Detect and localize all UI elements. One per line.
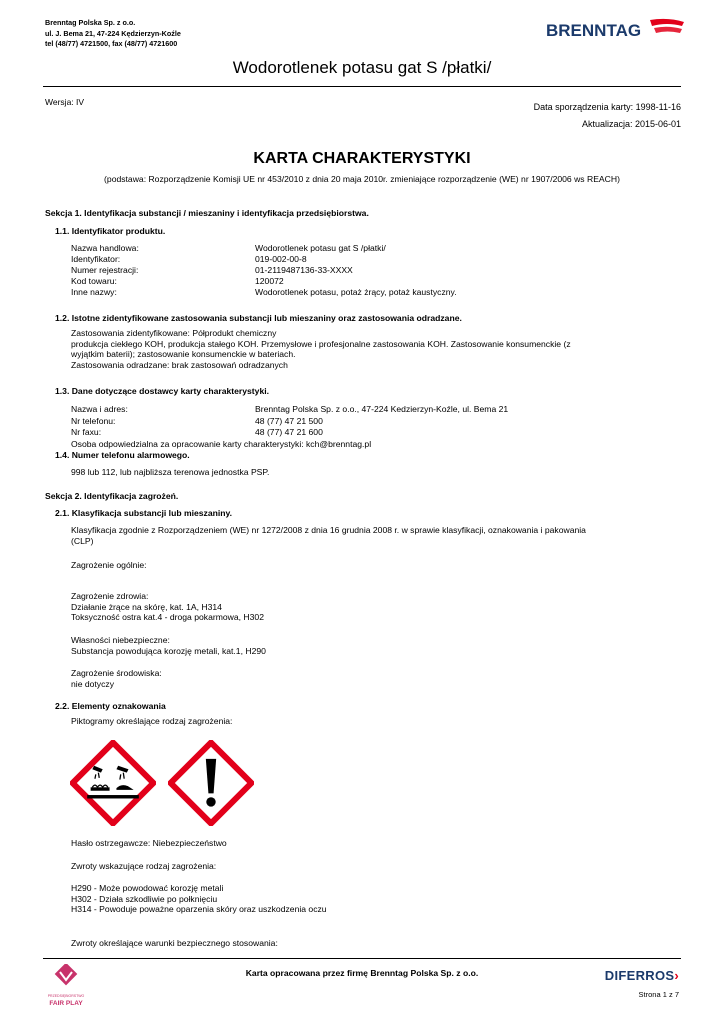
field-value: Brenntag Polska Sp. z o.o., 47-224 Kedzierzyn-Koźle, ul. Bema 21 [255, 404, 509, 414]
text-line: wyjątkim baterii); zastosowanie konsumenckie w bateriach. [71, 349, 296, 359]
legal-basis: (podstawa: Rozporządzenie Komisji UE nr 453/2010 z dnia 20 maja 2010r. zmieniające rozporządzenie (WE) nr 1907/2006 ws REACH) [104, 174, 620, 184]
fair-play-label: FAIR PLAY [49, 1000, 83, 1007]
field-label: Identyfikator: [71, 254, 121, 264]
section-2-title: Sekcja 2. Identyfikacja zagrożeń. [45, 491, 179, 501]
text-line: Zastosowania zidentyfikowane: Półprodukt chemiczny [71, 328, 277, 338]
address-line: tel (48/77) 4721500, fax (48/77) 4721600 [45, 39, 178, 48]
footer-divider [43, 958, 681, 959]
field-value: 48 (77) 47 21 500 [255, 416, 323, 426]
address-line: ul. J. Bema 21, 47-224 Kędzierzyn-Koźle [45, 28, 181, 38]
brenntag-logo [546, 14, 684, 44]
uses-paragraph [71, 328, 671, 370]
text-line: Substancja powodująca korozję metali, kat.1, H290 [71, 645, 266, 656]
chevron-right-icon: › [674, 968, 679, 983]
general-hazard-label: Zagrożenie ogólnie: [71, 560, 147, 570]
dangerous-properties-block [71, 635, 671, 656]
creation-date: Data sporządzenia karty: 1998-11-16 [533, 102, 681, 112]
field-label: Inne nazwy: [71, 287, 117, 297]
pictograms-label: Piktogramy określające rodzaj zagrożenia: [71, 716, 233, 726]
hazard-statements-label: Zwroty wskazujące rodzaj zagrożenia: [71, 861, 217, 871]
sheet-title: KARTA CHARAKTERYSTYKI [253, 150, 471, 167]
text-line: (CLP) [71, 535, 94, 546]
address-line: Brenntag Polska Sp. z o.o. [45, 18, 136, 27]
hazard-statement: H302 - Działa szkodliwie po połknięciu [71, 893, 218, 904]
field-label: Nazwa i adres: [71, 404, 128, 414]
field-value: Wodorotlenek potasu, potaż żrący, potaż kaustyczny. [255, 287, 457, 297]
text-line: Toksyczność ostra kat.4 - droga pokarmowa, H302 [71, 612, 264, 622]
classification-text [71, 525, 671, 546]
field-label: Kod towaru: [71, 276, 117, 286]
field-value: Wodorotlenek potasu gat S /płatki/ [255, 243, 386, 253]
corrosion-pictogram [70, 740, 156, 826]
subsection-1-4-title: 1.4. Numer telefonu alarmowego. [55, 450, 190, 460]
subsection-2-1-title: 2.1. Klasyfikacja substancji lub mieszaniny. [55, 508, 233, 518]
text-line: Zagrożenie środowiska: [71, 668, 162, 678]
signal-word: Hasło ostrzegawcze: Niebezpieczeństwo [71, 838, 227, 848]
company-address [45, 18, 181, 50]
field-label: Numer rejestracji: [71, 265, 139, 275]
health-hazard-block [71, 591, 671, 623]
logo-text: BRENNTAG [546, 21, 642, 40]
field-label: Nr telefonu: [71, 416, 116, 426]
environment-hazard-block [71, 668, 671, 689]
subsection-1-2-title: 1.2. Istotne zidentyfikowane zastosowania substancji lub mieszaniny oraz zastosowania odradzane. [55, 313, 462, 323]
page-number: Strona 1 z 7 [638, 990, 679, 999]
exclamation-pictogram [168, 740, 254, 826]
subsection-1-1-title: 1.1. Identyfikator produktu. [55, 226, 166, 236]
field-value: 01-2119487136-33-XXXX [255, 265, 353, 275]
field-value: 120072 [255, 276, 284, 286]
text-line: Klasyfikacja zgodnie z Rozporządzeniem (WE) nr 1272/2008 z dnia 16 grudnia 2008 r. w sprawie klasyfikacji, oznakowania i pakowania [71, 525, 586, 535]
section-1-title: Sekcja 1. Identyfikacja substancji / mieszaniny i identyfikacja przedsiębiorstwa. [45, 208, 369, 218]
version: Wersja: IV [45, 97, 85, 107]
text-line: Zagrożenie zdrowia: [71, 591, 149, 601]
precautionary-label: Zwroty określające warunki bezpiecznego stosowania: [71, 938, 278, 948]
text-line: produkcja ciekłego KOH, produkcja stałego KOH. Przemysłowe i profesjonalne zastosowania KOH. Zastosowanie konsumenckie (z [71, 338, 571, 349]
document-title: Wodorotlenek potasu gat S /płatki/ [232, 58, 492, 77]
hazard-statements [71, 883, 671, 915]
emergency-phone: 998 lub 112, lub najbliższa terenowa jednostka PSP. [71, 467, 270, 477]
field-value: 48 (77) 47 21 600 [255, 427, 323, 437]
field-value: 019-002-00-8 [255, 254, 307, 264]
diferros-text: DIFERROS [604, 968, 675, 983]
text-line: Zastosowania odradzane: brak zastosowań odradzanych [71, 359, 288, 370]
text-line: Własności niebezpieczne: [71, 635, 170, 645]
subsection-1-3-title: 1.3. Dane dotyczące dostawcy karty charakterystyki. [55, 386, 270, 396]
field-label: Nazwa handlowa: [71, 243, 139, 253]
update-date: Aktualizacja: 2015-06-01 [581, 119, 681, 129]
footer-text: Karta opracowana przez firmę Brenntag Polska Sp. z o.o. [245, 968, 479, 978]
field-label: Nr faxu: [71, 427, 102, 437]
contact-person: Osoba odpowiedzialna za opracowanie karty charakterystyki: kch@brenntag.pl [71, 439, 372, 449]
fair-play-caption: PRZEDSIĘBIORSTWO [47, 994, 85, 998]
hazard-statement: H290 - Może powodować korozję metali [71, 883, 224, 893]
header-divider [43, 86, 681, 87]
dates-block [534, 99, 681, 133]
text-line: Działanie żrące na skórę, kat. 1A, H314 [71, 601, 222, 612]
text-line: nie dotyczy [71, 678, 114, 689]
hazard-statement: H314 - Powoduje poważne oparzenia skóry oraz uszkodzenia oczu [71, 904, 327, 914]
subsection-2-2-title: 2.2. Elementy oznakowania [55, 701, 166, 711]
diferros-logo [605, 968, 679, 983]
